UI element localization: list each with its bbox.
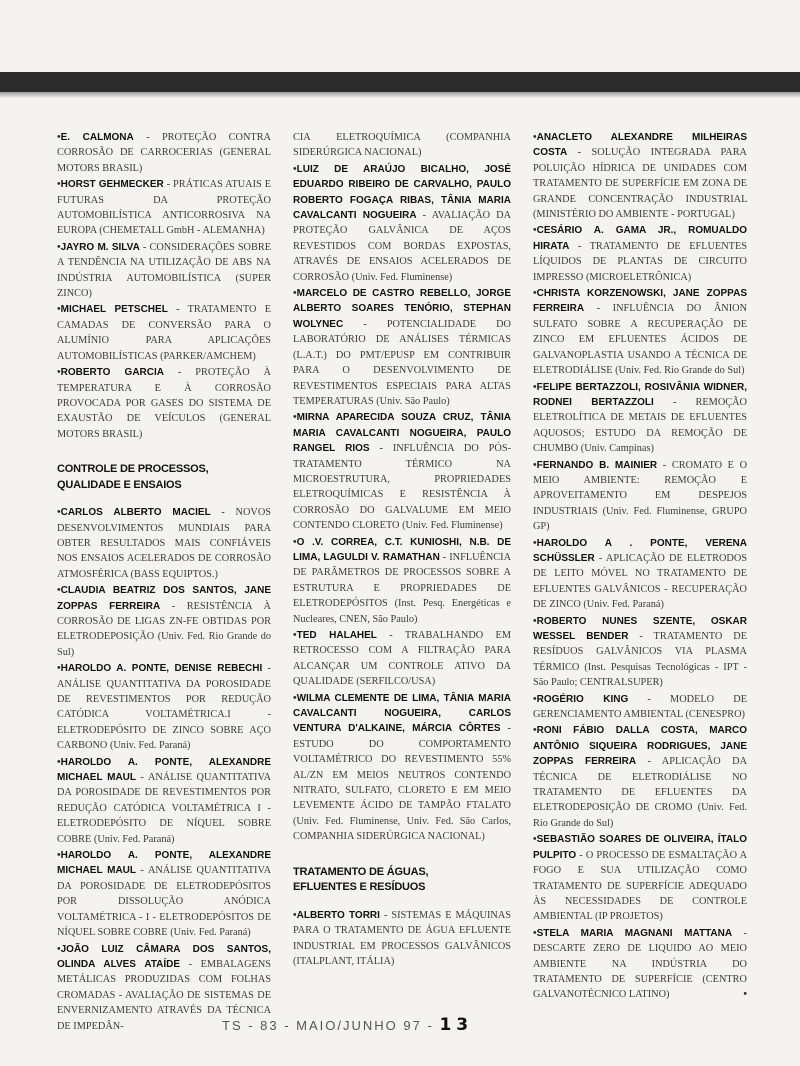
entry-bullet: • — [533, 381, 537, 393]
entry-authors: ROBERTO GARCIA — [60, 367, 164, 379]
entry-institution: (CHEMETALL GmbH - ALEMANHA) — [99, 225, 265, 237]
entry-authors: O .V. CORREA, C.T. KUNIOSHI, N.B. DE LIMA, LAGULDI V. RAMATHAN — [293, 536, 511, 563]
entry-institution: (Univ. Fed. Paraná) — [583, 599, 664, 611]
entry-bullet: • — [57, 367, 61, 379]
entry-institution: (Univ. Fed. Rio Grande do Sul) — [615, 365, 745, 377]
entry-title: MODELO DE GERENCIAMENTO AMBIENTAL — [533, 693, 748, 721]
entry-institution: (Univ. Fed. Paraná) — [109, 740, 191, 752]
program-entry: •LUIZ DE ARAÚJO BICALHO, JOSÉ EDUARDO RIBEIRO DE CARVALHO, PAULO ROBERTO FOGAÇA RIBAS, TÂNIA MARIA CAVALCANTI NOGUEIRA - AVALIAÇÃO DA PROTEÇÃO GALVÂNICA DE AÇOS REVESTIDOS COM BORDAS EXPOSTAS, ATRAVÉS DE ENSAIOS ACELERADOS DE CORROSÃO (Univ. Fed. Fluminense) — [293, 163, 512, 283]
entry-institution: (PARKER/AMCHEM) — [160, 350, 256, 362]
section-heading — [57, 462, 271, 493]
entry-institution: (Inst. Pesquisas Tecnológicas - IPT - São Paulo; CENTRALSUPER) — [533, 661, 747, 689]
header-bar — [0, 72, 800, 92]
entry-authors: CESÁRIO A. GAMA JR., ROMUALDO HIRATA — [533, 225, 747, 252]
footer-issue-text: TS - 83 - MAIO/JUNHO 97 - — [222, 1018, 434, 1033]
entry-authors: HAROLDO A. PONTE, ALEXANDRE MICHAEL MAUL — [57, 850, 271, 877]
entry-title: INFLUÊNCIA DO ÂNION SULFATO SOBRE A RECUPERAÇÃO DE ZINCO EM EFLUENTES ÁCIDOS DE GALVANOPLASTIA USANDO A TÉCNICA DE ELETRODIÁLISE — [533, 303, 748, 377]
section-heading-line: EFLUENTES E RESÍDUOS — [293, 881, 426, 894]
entry-title: ESTUDO DO COMPORTAMENTO VOLTAMÉTRICO DO REVESTIMENTO 55% AL/ZN EM MEIOS NEUTROS CONTENDO NITRATO, SULFATO, CLORETO E EM MEIO LEVEMENTE ÁCIDO DE TAMPÃO FTALATO — [293, 738, 511, 812]
entry-bullet: • — [293, 163, 297, 175]
program-entry: •CESÁRIO A. GAMA JR., ROMUALDO HIRATA - TRATAMENTO DE EFLUENTES LÍQUIDOS DE PLANTAS DE CIRCUITO IMPRESSO (MICROELETRÔNICA) — [533, 225, 747, 283]
entry-bullet: • — [57, 756, 61, 768]
entry-institution: (Univ. Fed. Fluminense) — [351, 271, 453, 283]
program-entry: •FELIPE BERTAZZOLI, ROSIVÂNIA WIDNER, RODNEI BERTAZZOLI - REMOÇÃO ELETROLÍTICA DE METAIS DE EFLUENTES AQUOSOS; ESTUDO DA REMOÇÃO DE CHUMBO (Univ. Campinas) — [533, 381, 747, 455]
column-left — [57, 130, 271, 1035]
entry-bullet: • — [57, 304, 61, 316]
program-entry: •MIRNA APARECIDA SOUZA CRUZ, TÂNIA MARIA CAVALCANTI NOGUEIRA, PAULO RANGEL RIOS - INFLUÊNCIA DO PÓS-TRATAMENTO TÉRMICO NA MICROESTRUTURA, PROPRIEDADES ELETROQUÍMICAS E RESISTÊNCIA À CORROSÃO DO GALVALUME EM MEIO CONTENDO CLORETO (Univ. Fed. Fluminense) — [293, 412, 511, 532]
program-entry: •SEBASTIÃO SOARES DE OLIVEIRA, ÍTALO PULPITO - O PROCESSO DE ESMALTAÇÃO A FOGO E SUA UTILIZAÇÃO COMO TRATAMENTO DE SUPERFÍCIE ADEQUADO ÀS NECESSIDADES DE CONTROLE AMBIENTAL (IP PROJETOS) — [533, 834, 748, 923]
entry-title: ANÁLISE QUANTITATIVA DA POROSIDADE DE ELETRODEPÓSITOS POR DISSOLUÇÃO ANÓDICA VOLTAMÉTRICA - I - ELETRODEPÓSITOS DE NÍQUEL SOBRE COBRE — [57, 865, 272, 939]
entry-authors: STELA MARIA MAGNANI MATTANA — [536, 927, 733, 939]
section-heading-line: TRATAMENTO DE ÁGUAS, — [293, 865, 429, 878]
program-entry: •ROGÉRIO KING - MODELO DE GERENCIAMENTO AMBIENTAL (CENESPRO) — [533, 693, 748, 721]
page-footer — [222, 1015, 473, 1035]
program-entry: •O .V. CORREA, C.T. KUNIOSHI, N.B. DE LIMA, LAGULDI V. RAMATHAN - INFLUÊNCIA DE PARÂMETROS DE PROCESSOS SOBRE A ESTRUTURA E PROPRIEDADES DE ELETRODEPÓSITOS (Inst. Pesq. Energéticas e Nucleares, CNEN, São Paulo) — [293, 536, 512, 625]
entry-institution: (GENERAL MOTORS BRASIL) — [57, 147, 271, 174]
entry-title: PROTEÇÃO CONTRA CORROSÃO DE CARROCERIAS — [57, 132, 271, 159]
program-entry: •ROBERTO NUNES SZENTE, OSKAR WESSEL BENDER - TRATAMENTO DE RESÍDUOS GALVÂNICOS VIA PLASMA TÉRMICO (Inst. Pesquisas Tecnológicas - IPT - São Paulo; CENTRALSUPER) — [533, 615, 747, 689]
entry-authors: SEBASTIÃO SOARES DE OLIVEIRA, ÍTALO PULPITO — [533, 834, 747, 861]
entry-authors: MICHAEL PETSCHEL — [60, 304, 168, 316]
entry-authors: FELIPE BERTAZZOLI, ROSIVÂNIA WIDNER, RODNEI BERTAZZOLI — [533, 381, 747, 408]
entry-title: CROMATO E O MEIO AMBIENTE: REMOÇÃO E APROVEITAMENTO EM DESPEJOS INDUSTRIAIS — [533, 459, 747, 517]
program-entry: •HAROLDO A. PONTE, ALEXANDRE MICHAEL MAUL - ANÁLISE QUANTITATIVA DA POROSIDADE DE ELETRODEPÓSITOS POR DISSOLUÇÃO ANÓDICA VOLTAMÉTRICA - I - ELETRODEPÓSITOS DE NÍQUEL SOBRE COBRE (Univ. Fed. Paraná) — [57, 850, 272, 939]
end-of-article-mark: • — [743, 989, 747, 1001]
header-bar-shadow — [0, 92, 800, 98]
program-entry: •HAROLDO A. PONTE, ALEXANDRE MICHAEL MAUL - ANÁLISE QUANTITATIVA DA POROSIDADE DE REVESTIMENTOS POR REDUÇÃO CATÓDICA VOLTAMÉTRICA I - ELETRODEPÓSITO DE NÍQUEL SOBRE COBRE (Univ. Fed. Paraná) — [57, 756, 272, 845]
entry-authors: RONI FÁBIO DALLA COSTA, MARCO ANTÔNIO SIQUEIRA RODRIGUES, JANE ZOPPAS FERREIRA — [533, 725, 747, 768]
entry-bullet: • — [293, 909, 297, 921]
entry-bullet: • — [57, 179, 61, 191]
entry-bullet: • — [533, 132, 537, 143]
entry-title: TRATAMENTO DE RESÍDUOS GALVÂNICOS VIA PLASMA TÉRMICO — [533, 631, 747, 673]
entry-institution: (Univ. Fed. Fluminense) — [402, 520, 503, 532]
entry-title: SISTEMAS E MÁQUINAS PARA O TRATAMENTO DE ÁGUA EFLUENTE INDUSTRIAL EM PROCESSOS GALVÂNICOS — [293, 909, 512, 952]
entry-title: AVALIAÇÃO DA PROTEÇÃO GALVÂNICA DE AÇOS REVESTIDOS COM BORDAS EXPOSTAS, ATRAVÉS DE ENSAIOS ACELERADOS DE CORROSÃO — [293, 210, 512, 283]
entry-authors: MIRNA APARECIDA SOUZA CRUZ, TÂNIA MARIA CAVALCANTI NOGUEIRA, PAULO RANGEL RIOS — [293, 412, 511, 455]
entry-institution: (SUPER ZINCO) — [57, 272, 271, 300]
program-entry: •FERNANDO B. MAINIER - CROMATO E O MEIO AMBIENTE: REMOÇÃO E APROVEITAMENTO EM DESPEJOS INDUSTRIAIS (Univ. Fed. Fluminense, GRUPO GP) — [533, 459, 747, 533]
entry-institution: (Univ. Fed. Fluminense, Univ. Fed. São Carlos, COMPANHIA SIDERÚRGICA NACIONAL) — [293, 815, 511, 843]
entry-title: TRABALHANDO EM RETROCESSO COM A FILTRAÇÃO PARA ALCANÇAR UM CONTROLE ATIVO DA QUALIDADE — [293, 630, 511, 688]
entry-title: EMBALAGENS METÁLICAS PRODUZIDAS COM FOLHAS CROMADAS - AVALIAÇÃO DE SISTEMAS DE ENVERNIZAMENTO ATRAVÉS DA TÉCNICA DE IMPEDÂN- — [57, 958, 271, 1032]
column-middle — [293, 130, 511, 970]
entry-bullet: • — [57, 241, 61, 253]
column-right — [533, 130, 747, 1004]
entry-authors: CARLOS ALBERTO MACIEL — [60, 507, 211, 519]
entry-institution: (Univ. Fed. Rio Grande do Sul) — [57, 631, 271, 658]
entry-bullet: • — [293, 412, 297, 424]
entry-title: APLICAÇÃO DE ELETRODOS DE LEITO MÓVEL NO TRATAMENTO DE EFLUENTES GALVÂNICOS - RECUPERAÇÃO DE ZINCO — [533, 552, 747, 611]
entry-title: CIA ELETROQUÍMICA (COMPANHIA SIDERÚRGICA NACIONAL) — [293, 132, 511, 159]
entry-title: INFLUÊNCIA DO PÓS-TRATAMENTO TÉRMICO NA MICROESTRUTURA, PROPRIEDADES ELETROQUÍMICAS E RESISTÊNCIA À CORROSÃO DO GALVALUME EM MEIO CONTENDO CLORETO — [293, 443, 511, 532]
entry-title: RESISTÊNCIA À CORROSÃO DE LIGAS ZN-FE OBTIDAS POR ELETRODEPOSIÇÃO — [57, 600, 271, 643]
entry-institution: (IP PROJETOS) — [595, 911, 663, 923]
entry-title: NOVOS DESENVOLVIMENTOS MUNDIAIS PARA OBTER RESULTADOS MAIS CONFIÁVEIS NOS ENSAIOS ACELERADOS DE CORROSÃO ATMOSFÉRICA — [57, 507, 271, 580]
entry-institution: (MICROELETRÔNICA) — [585, 271, 692, 283]
entry-institution: (Univ. Fed. Rio Grande do Sul) — [533, 802, 747, 829]
entry-institution: (Univ. Fed. Paraná) — [93, 833, 175, 845]
program-entry: •MICHAEL PETSCHEL - TRATAMENTO E CAMADAS DE CONVERSÃO PARA O ALUMÍNIO PARA APLICAÇÕES AUTOMOBILÍSTICAS (PARKER/AMCHEM) — [57, 304, 271, 362]
entry-authors: MARCELO DE CASTRO REBELLO, JORGE ALBERTO SOARES TENÓRIO, STEPHAN WOLYNEC — [293, 288, 511, 330]
program-entry: •JOÃO LUIZ CÂMARA DOS SANTOS, OLINDA ALVES ATAÍDE - EMBALAGENS METÁLICAS PRODUZIDAS COM FOLHAS CROMADAS - AVALIAÇÃO DE SISTEMAS DE ENVERNIZAMENTO ATRAVÉS DA TÉCNICA DE IMPEDÂN- — [57, 943, 271, 1032]
entry-title: PROTEÇÃO À TEMPERATURA E À CORROSÃO PROVOCADA POR GASES DO SISTEMA DE EXAUSTÃO DE VEÍCULOS — [57, 367, 271, 425]
entry-bullet: • — [533, 615, 537, 627]
program-entry: •HAROLDO A . PONTE, VERENA SCHÜSSLER - APLICAÇÃO DE ELETRODOS DE LEITO MÓVEL NO TRATAMENTO DE EFLUENTES GALVÂNICOS - RECUPERAÇÃO DE ZINCO (Univ. Fed. Paraná) — [533, 537, 747, 611]
entry-authors: ANACLETO ALEXANDRE MILHEIRAS COSTA — [533, 132, 747, 159]
entry-bullet: • — [533, 834, 537, 846]
entry-authors: WILMA CLEMENTE DE LIMA, TÂNIA MARIA CAVALCANTI NOGUEIRA, CARLOS VENTURA D'ALKAINE, MÁRCIA CÔRTES — [293, 692, 511, 735]
entry-bullet: • — [57, 850, 61, 862]
entry-institution: (CENTRO GALVANOTÉCNICO LATINO) — [533, 973, 747, 1001]
entry-bullet: • — [57, 132, 61, 143]
entry-bullet: • — [533, 537, 537, 549]
entry-title: DESCARTE ZERO DE LIQUIDO AO MEIO AMBIENTE NA INDÚSTRIA DO TRATAMENTO DE SUPERFÍCIE — [533, 943, 747, 985]
entry-institution: (SERFILCO/USA) — [356, 676, 436, 688]
entry-authors: HAROLDO A. PONTE, DENISE REBECHI — [60, 663, 263, 675]
entry-authors: JAYRO M. SILVA — [60, 241, 140, 253]
section-heading-line: QUALIDADE E ENSAIOS — [57, 478, 182, 491]
entry-institution: (Univ. São Paulo) — [376, 395, 450, 407]
entry-bullet: • — [293, 288, 297, 300]
entry-bullet: • — [57, 663, 61, 675]
entry-bullet: • — [293, 692, 297, 704]
entry-bullet: • — [293, 630, 297, 641]
entry-authors: HAROLDO A. PONTE, ALEXANDRE MICHAEL MAUL — [57, 756, 271, 784]
entry-institution: (Univ. Campinas) — [580, 443, 654, 455]
entry-authors: E. CALMONA — [60, 132, 134, 143]
program-entry: •JAYRO M. SILVA - CONSIDERAÇÕES SOBRE A TENDÊNCIA NA UTILIZAÇÃO DE ABS NA INDÚSTRIA AUTOMOBILÍSTICA (SUPER ZINCO) — [57, 241, 272, 300]
entry-bullet: • — [533, 927, 537, 939]
program-entry: •HAROLDO A. PONTE, DENISE REBECHI - ANÁLISE QUANTITATIVA DA POROSIDADE DE REVESTIMENTOS POR REDUÇÃO CATÓDICA VOLTAMÉTRICA.I - ELETRODEPÓSITO DE ZINCO SOBRE AÇO CARBONO (Univ. Fed. Paraná) — [57, 663, 271, 752]
entry-title: APLICAÇÃO DA TÉCNICA DE ELETRODIÁLISE NO TRATAMENTO DE EFLUENTES DA ELETRODEPOSIÇÃO DE CROMO — [533, 756, 748, 814]
entry-authors: LUIZ DE ARAÚJO BICALHO, JOSÉ EDUARDO RIBEIRO DE CARVALHO, PAULO ROBERTO FOGAÇA RIBAS, TÂNIA MARIA CAVALCANTI NOGUEIRA — [293, 163, 511, 222]
program-entry: •CHRISTA KORZENOWSKI, JANE ZOPPAS FERREIRA - INFLUÊNCIA DO ÂNION SULFATO SOBRE A RECUPERAÇÃO DE ZINCO EM EFLUENTES ÁCIDOS DE GALVANOPLASTIA USANDO A TÉCNICA DE ELETRODIÁLISE (Univ. Fed. Rio Grande do Sul) — [533, 288, 748, 377]
entry-authors: TED HALAHEL — [296, 630, 377, 641]
entry-institution: (Univ. Fed. Paraná) — [170, 927, 251, 939]
entry-authors: ROBERTO NUNES SZENTE, OSKAR WESSEL BENDER — [533, 615, 747, 642]
entry-institution: (MINISTÉRIO DO AMBIENTE - PORTUGAL) — [533, 209, 735, 221]
program-entry: •HORST GEHMECKER - PRÁTICAS ATUAIS E FUTURAS DA PROTEÇÃO AUTOMOBILÍSTICA ANTICORROSIVA NA EUROPA (CHEMETALL GmbH - ALEMANHA) — [57, 179, 271, 237]
program-entry: •TED HALAHEL - TRABALHANDO EM RETROCESSO COM A FILTRAÇÃO PARA ALCANÇAR UM CONTROLE ATIVO DA QUALIDADE (SERFILCO/USA) — [293, 630, 511, 688]
entry-authors: JOÃO LUIZ CÂMARA DOS SANTOS, OLINDA ALVES ATAÍDE — [57, 943, 271, 970]
entry-institution: (Univ. Fed. Fluminense, GRUPO GP) — [533, 505, 747, 533]
entry-bullet: • — [57, 507, 61, 519]
entry-bullet: • — [533, 288, 537, 300]
entry-bullet: • — [57, 943, 61, 955]
entry-bullet: • — [533, 459, 537, 471]
entry-institution: (ITALPLANT, ITÁLIA) — [293, 955, 395, 967]
entry-bullet: • — [533, 725, 537, 737]
entry-bullet: • — [533, 225, 537, 237]
section-heading — [293, 865, 511, 896]
entry-authors: FERNANDO B. MAINIER — [536, 459, 658, 471]
program-entry: •STELA MARIA MAGNANI MATTANA - DESCARTE ZERO DE LIQUIDO AO MEIO AMBIENTE NA INDÚSTRIA DO TRATAMENTO DE SUPERFÍCIE (CENTRO GALVANOTÉCNICO LATINO) • — [533, 926, 747, 1003]
entry-title: O PROCESSO DE ESMALTAÇÃO A FOGO E SUA UTILIZAÇÃO COMO TRATAMENTO DE SUPERFÍCIE ADEQUADO ÀS NECESSIDADES DE CONTROLE AMBIENTAL — [533, 849, 748, 923]
entry-bullet: • — [57, 585, 61, 597]
entry-authors: CHRISTA KORZENOWSKI, JANE ZOPPAS FERREIRA — [533, 288, 747, 315]
program-entry: •RONI FÁBIO DALLA COSTA, MARCO ANTÔNIO SIQUEIRA RODRIGUES, JANE ZOPPAS FERREIRA - APLICAÇÃO DA TÉCNICA DE ELETRODIÁLISE NO TRATAMENTO DE EFLUENTES DA ELETRODEPOSIÇÃO DE CROMO (Univ. Fed. Rio Grande do Sul) — [533, 725, 748, 829]
entry-title: POTENCIALIDADE DO LABORATÓRIO DE ANÁLISES TÉRMICAS (L.A.T.) DO PMT/EPUSP EM CONTRIBUIR PARA O DESENVOLVIMENTO DE REVESTIMENTOS ESPECIAIS PARA ALTAS TEMPERATURAS — [293, 318, 511, 407]
entry-title: TRATAMENTO DE EFLUENTES LÍQUIDOS DE PLANTAS DE CIRCUITO IMPRESSO — [533, 240, 747, 283]
entry-title: CONSIDERAÇÕES SOBRE A TENDÊNCIA NA UTILIZAÇÃO DE ABS NA INDÚSTRIA AUTOMOBILÍSTICA — [57, 241, 272, 284]
entry-institution: (CENESPRO) — [685, 709, 745, 721]
program-entry: •ALBERTO TORRI - SISTEMAS E MÁQUINAS PARA O TRATAMENTO DE ÁGUA EFLUENTE INDUSTRIAL EM PROCESSOS GALVÂNICOS (ITALPLANT, ITÁLIA) — [293, 909, 512, 967]
entry-bullet: • — [533, 693, 537, 705]
entry-institution: (GENERAL MOTORS BRASIL) — [57, 413, 272, 440]
program-entry: •WILMA CLEMENTE DE LIMA, TÂNIA MARIA CAVALCANTI NOGUEIRA, CARLOS VENTURA D'ALKAINE, MÁRCIA CÔRTES - ESTUDO DO COMPORTAMENTO VOLTAMÉTRICO DO REVESTIMENTO 55% AL/ZN EM MEIOS NEUTROS CONTENDO NITRATO, SULFATO, CLORETO E EM MEIO LEVEMENTE ÁCIDO DE TAMPÃO FTALATO (Univ. Fed. Fluminense, Univ. Fed. São Carlos, COMPANHIA SIDERÚRGICA NACIONAL) — [293, 692, 511, 843]
program-entry: •E. CALMONA - PROTEÇÃO CONTRA CORROSÃO DE CARROCERIAS (GENERAL MOTORS BRASIL) — [57, 132, 271, 174]
program-entry: •MARCELO DE CASTRO REBELLO, JORGE ALBERTO SOARES TENÓRIO, STEPHAN WOLYNEC - POTENCIALIDADE DO LABORATÓRIO DE ANÁLISES TÉRMICAS (L.A.T.) DO PMT/EPUSP EM CONTRIBUIR PARA O DESENVOLVIMENTO DE REVESTIMENTOS ESPECIAIS PARA ALTAS TEMPERATURAS (Univ. São Paulo) — [293, 288, 511, 407]
entry-continuation — [293, 130, 511, 161]
entry-title: PRÁTICAS ATUAIS E FUTURAS DA PROTEÇÃO AUTOMOBILÍSTICA ANTICORROSIVA NA EUROPA — [57, 179, 271, 237]
entry-bullet: • — [293, 536, 297, 548]
program-entry: •ANACLETO ALEXANDRE MILHEIRAS COSTA - SOLUÇÃO INTEGRADA PARA POLUIÇÃO HÍDRICA DE UNIDADES COM TRATAMENTO DE SUPERFÍCIE EM ZONA DE GRANDE CONCENTRAÇÃO INDUSTRIAL (MINISTÉRIO DO AMBIENTE - PORTUGAL) — [533, 132, 747, 221]
entry-institution: (BASS EQUIPTOS.) — [130, 568, 218, 580]
entry-authors: ALBERTO TORRI — [296, 909, 380, 921]
program-entry: •CARLOS ALBERTO MACIEL - NOVOS DESENVOLVIMENTOS MUNDIAIS PARA OBTER RESULTADOS MAIS CONFIÁVEIS NOS ENSAIOS ACELERADOS DE CORROSÃO ATMOSFÉRICA (BASS EQUIPTOS.) — [57, 507, 271, 580]
entry-authors: ROGÉRIO KING — [536, 693, 629, 705]
page-number: 13 — [439, 1015, 474, 1035]
section-heading-line: CONTROLE DE PROCESSOS, — [57, 463, 209, 476]
entry-title: SOLUÇÃO INTEGRADA PARA POLUIÇÃO HÍDRICA DE UNIDADES COM TRATAMENTO DE SUPERFÍCIE EM ZONA DE GRANDE CONCENTRAÇÃO INDUSTRIAL — [533, 147, 747, 205]
entry-title: INFLUÊNCIA DE PARÂMETROS DE PROCESSOS SOBRE A ESTRUTURA E PROPRIEDADES DE ELETRODEPÓSITOS — [293, 551, 512, 610]
entry-authors: HORST GEHMECKER — [60, 179, 164, 191]
entry-title: TRATAMENTO E CAMADAS DE CONVERSÃO PARA O ALUMÍNIO PARA APLICAÇÕES AUTOMOBILÍSTICAS — [57, 304, 271, 362]
program-entry: •CLAUDIA BEATRIZ DOS SANTOS, JANE ZOPPAS FERREIRA - RESISTÊNCIA À CORROSÃO DE LIGAS ZN-FE OBTIDAS POR ELETRODEPOSIÇÃO (Univ. Fed. Rio Grande do Sul) — [57, 585, 271, 658]
entry-title: ANÁLISE QUANTITATIVA DA POROSIDADE DE REVESTIMENTOS POR REDUÇÃO CATÓDICA VOLTAMÉTRICA I - ELETRODEPÓSITO DE NÍQUEL SOBRE COBRE — [57, 772, 272, 845]
entry-authors: HAROLDO A . PONTE, VERENA SCHÜSSLER — [533, 537, 747, 564]
entry-institution: (Inst. Pesq. Energéticas e Nucleares, CNEN, São Paulo) — [293, 598, 512, 625]
entry-title: ANÁLISE QUANTITATIVA DA POROSIDADE DE REVESTIMENTOS POR REDUÇÃO CATÓDICA VOLTAMÉTRICA.I - ELETRODEPÓSITO DE ZINCO SOBRE AÇO CARBONO — [57, 678, 271, 752]
program-entry: •ROBERTO GARCIA - PROTEÇÃO À TEMPERATURA E À CORROSÃO PROVOCADA POR GASES DO SISTEMA DE EXAUSTÃO DE VEÍCULOS (GENERAL MOTORS BRASIL) — [57, 367, 272, 440]
entry-authors: CLAUDIA BEATRIZ DOS SANTOS, JANE ZOPPAS FERREIRA — [57, 585, 271, 612]
entry-title: REMOÇÃO ELETROLÍTICA DE METAIS DE EFLUENTES AQUOSOS; ESTUDO DA REMOÇÃO DE CHUMBO — [533, 396, 747, 455]
